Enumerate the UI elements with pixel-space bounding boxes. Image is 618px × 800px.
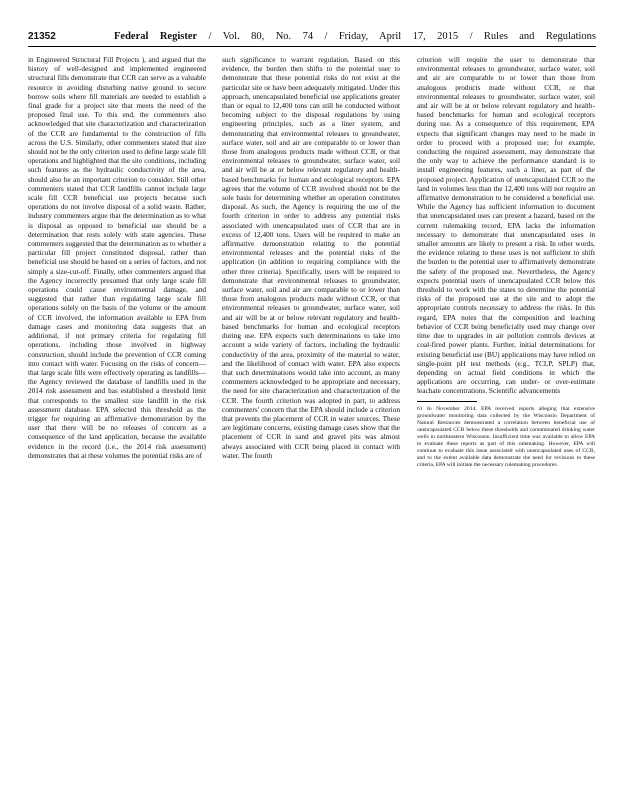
publication-title: Federal Register [114,31,198,42]
column-1-text: in Engineered Structural Fill Projects ), and argued that the history of well-designed and implemented engineered structural fills demonstrate that CCR can serve as a valuable resource in avoiding disturbing native ground to secure borrow soils where fill materials are needed to establish a final grade for a project site that meets the need of the proposed final use. To this end, the commenters also acknowledged that site characterization and characterization of the CCR are fundamental to the construction of fills across the U.S. Similarly, other commenters stated that size should not be the only criterion used to define large scale fill operations and highlighted that the site conditions, including such features as the hydraulic conductivity of the area, should also be an important criterion to consider. Still other commenters stated that CCR landfills cannot include large scale fill CCR beneficial use projects because such operations do not involve disposal of a solid waste. Rather, industry commenters argue that the determination as to what is disposal as opposed to beneficial use should be a determination that rests solely with state agencies. These commenters suggested that the determination as to whether a particular fill project constituted disposal, rather than beneficial use should be based on a series of factors, and not simply a size-cut-off. Finally, other commenters argued that the Agency incorrectly presumed that only large scale fill operations could cause environmental damage, and suggested that rather than regulating large scale fill operations solely on the basis of the volume or the amount of CCR involved, the information available to EPA from damage cases and monitoring data suggests that an additional, if not primary criteria for regulating fill operations, including those involved in highway construction, should include the prevention of CCR coming into contact with water. Focusing on the risks of concern—that large scale fills were effectively operating as landfills—the Agency reviewed the database of landfills used in the 2014 risk assessment and has established a threshold limit that corresponds to the smallest size landfill in the risk assessment database. EPA selected this threshold as the trigger for requiring an affirmative demonstration by the user that there will be no releases of concern as a consequence of the land application, because the available evidence in the record (i.e., the 2014 risk assessment) demonstrates that at these volumes the potential risks are of [28,55,206,460]
running-head [114,30,596,44]
header-rule [28,46,596,47]
footnote-rule [417,401,477,402]
column-2 [222,55,400,785]
footnote-text: In November 2014, EPA received reports alleging that extensive groundwater monitoring data collected by the Wisconsin Department of Natural Resources demonstrated a correlation between beneficial use of unencapsulated CCR below these thresholds and contaminated drinking water wells in northeastern Wisconsin. Insufficient time was available to allow EPA to evaluate these reports as part of this rulemaking. However, EPA will continue to evaluate this issue associated with unencapsulated uses of CCR, and to the extent available data demonstrate the need for revisions to these criteria, EPA will initiate the necessary rulemaking procedures. [417,405,595,468]
footnote [417,406,595,469]
body-columns [28,55,596,785]
column-3 [417,55,595,785]
column-1 [28,55,206,785]
page-header [28,30,596,46]
column-2-text: such significance to warrant regulation. Based on this evidence, the burden then shifts to the potential user to demonstrate that these potential risks do not exist at the particular site or have been adequately mitigated. Under this approach, unencapsulated beneficial use applications greater than or equal to 12,400 tons can still be conducted without becoming subject to the disposal regulations by using engineering principles, such as a liner system, and demonstrating that environmental releases to groundwater, surface water, soil and air are comparable to or lower than those from analogous products made without CCR, or that environmental releases to groundwater, surface water, soil and air will be at or below relevant regulatory and health-based benchmarks for human and ecological receptors. EPA agrees that the volume of CCR involved should not be the sole basis for determining whether an operation constitutes disposal. As such, the Agency is requiring the use of the fourth criterion in order to address any potential risks associated with unencapsulated uses of CCR that are in excess of 12,400 tons. Users will be required to make an affirmative demonstration relating to the potential environmental releases and the potential risks of the application (in addition to requiring compliance with the other three criteria). Specifically, users will be required to demonstrate that environmental releases to groundwater, surface water, soil and air are comparable to or lower than those from analogous products made without CCR, or that environmental releases to groundwater, surface water, soil and air will be at or below relevant regulatory and health-based benchmarks for human and ecological receptors during use. EPA expects such determinations to take into account a wide variety of factors, including the hydraulic conductivity of the area, proximity of the material to water, and the likelihood of contact with water. EPA also expects that such determinations would take into account, as many commenters acknowledged to be appropriate and necessary, the need for site characterization and characterization of the CCR. The fourth criterion was adopted in part, to address commenters' concern that the EPA should include a criterion that prevents the placement of CCR in water sources. These are legitimate concerns, existing damage cases show that the placement of CCR in sand and gravel pits was almost always associated with CCR being placed in contact with water. The fourth [222,55,400,460]
page-number: 21352 [28,31,56,42]
footnote-marker: 61 [417,405,423,412]
column-3-text: criterion will require the user to demonstrate that environmental releases to groundwater, surface water, soil and air are comparable to or lower than those from analogous products made without CCR, or that environmental releases to groundwater, surface water, soil and air will be at or below relevant regulatory and health-based benchmarks for human and ecological receptors during use. As a consequence of this requirement, EPA expects that significant changes may need to be made in order to proceed with a proposed use; for example, conducting the required assessment, may demonstrate that the only way to achieve the performance standard is to install engineering features, such a liner, as part of the proposed project. Application of unencapsulated CCR to the land in volumes less than the 12,400 tons will not require an affirmative demonstration to be considered a beneficial use. While the Agency has sufficient information to document that unencapsulated uses can present a hazard, based on the current rulemaking record, EPA lacks the information necessary to demonstrate that unencapsulated uses in smaller amounts are likely to present a risk. In other words, the evidence relating to these uses is not sufficient to shift the burden to the potential user to affirmatively demonstrate the safety of the proposed use. Nevertheless, the Agency expects potential users of unencapsulated CCR below this threshold to work with the states to determine the potential risks of the proposed use at the site and to adopt the appropriate controls necessary to address the risks. In this regard, EPA notes that the composition and leaching behavior of CCR being beneficially used may change over time due to upgrades in air pollution controls devices at coal-fired power plants. Further, initial determinations for existing beneficial use (BU) applications may have relied on single-point pH test methods (e.g., TCLP, SPLP) that, depending on actual field conditions in which the applications are occurring, can under- or over-estimate leachate concentrations. Scientific advancements [417,55,595,396]
issue-info: / Vol. 80, No. 74 / Friday, April 17, 2015 / Rules and Regulations [197,31,596,42]
